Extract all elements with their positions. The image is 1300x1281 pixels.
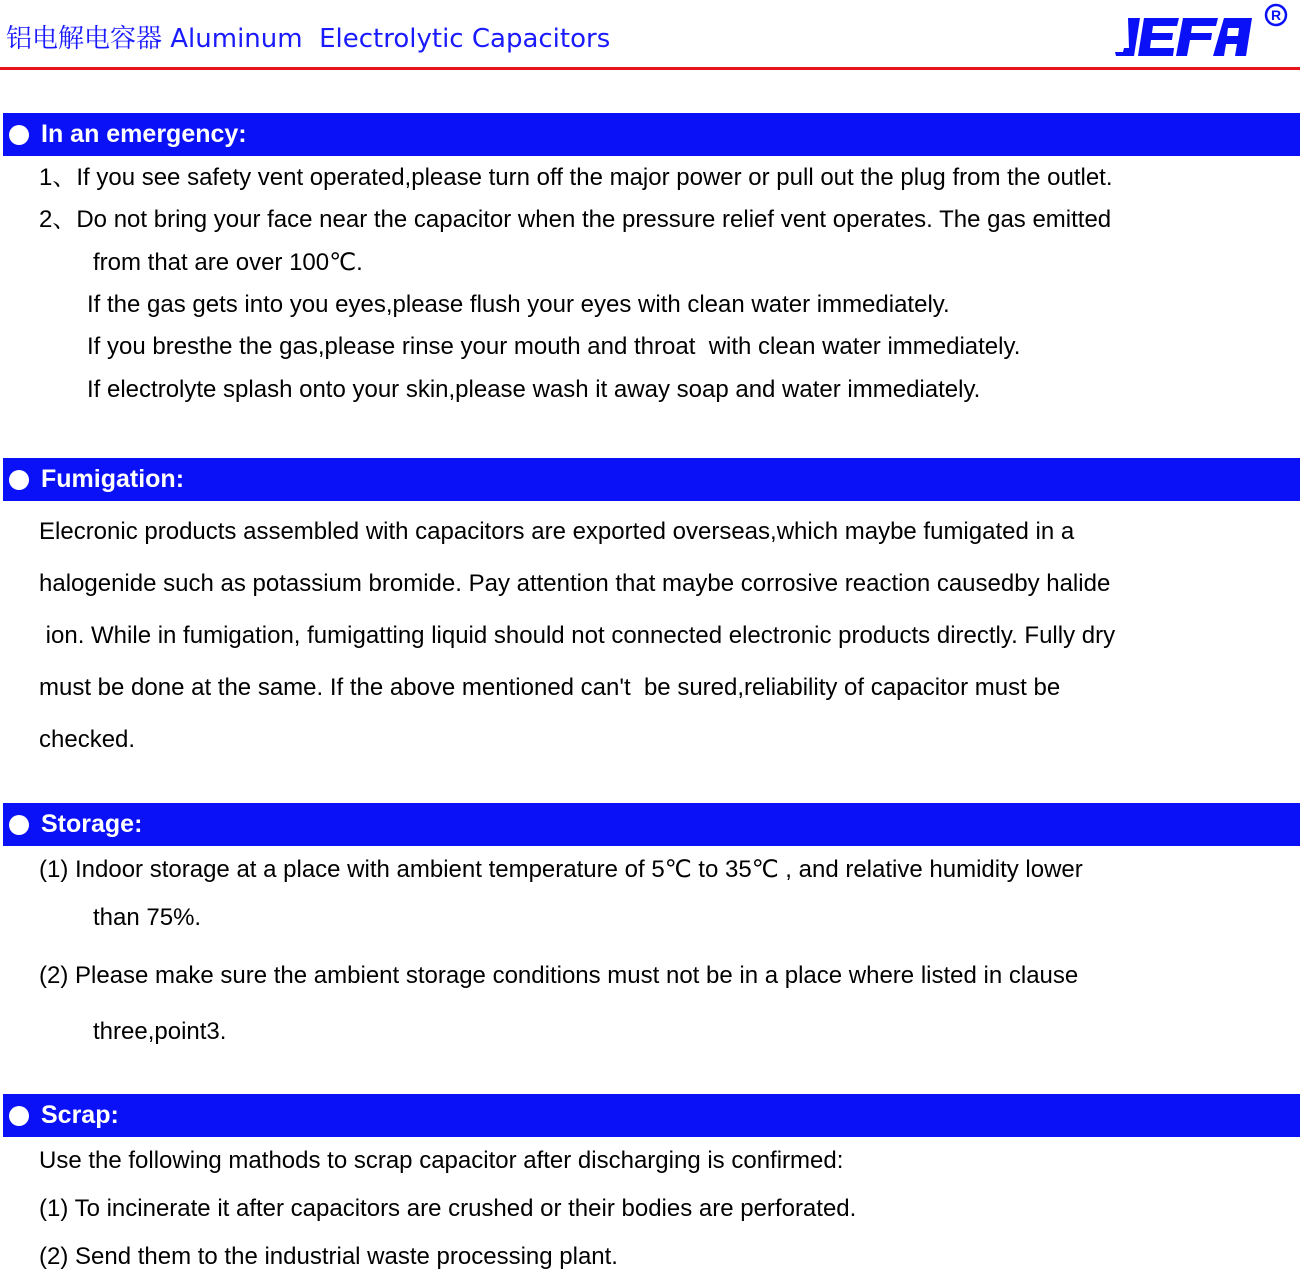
logo-mark xyxy=(1115,18,1252,56)
svg-text:R: R xyxy=(1270,7,1282,23)
header-divider xyxy=(0,67,1300,70)
fumigation-line-5: checked. xyxy=(39,726,136,753)
fumigation-line-2: halogenide such as potassium bromide. Pay attention that maybe corrosive reaction causedby halide xyxy=(39,570,1111,597)
page-title: 铝电解电容器 Aluminum Electrolytic Capacitors xyxy=(6,24,611,54)
scrap-line-1: Use the following mathods to scrap capacitor after discharging is confirmed: xyxy=(39,1147,844,1174)
section-bar-emergency xyxy=(3,113,1300,156)
section-title-emergency: In an emergency: xyxy=(41,120,247,148)
storage-line-3: (2) Please make sure the ambient storage conditions must not be in a place where listed in clause xyxy=(39,962,1079,989)
fumigation-line-1: Elecronic products assembled with capacitors are exported overseas,which maybe fumigated in a xyxy=(39,518,1075,545)
registered-mark-icon xyxy=(1266,5,1286,25)
scrap-line-3: (2) Send them to the industrial waste processing plant. xyxy=(39,1243,618,1270)
section-bar-storage xyxy=(3,803,1300,846)
section-title-fumigation: Fumigation: xyxy=(41,465,185,493)
bullet-icon xyxy=(9,815,29,835)
fumigation-line-4: must be done at the same. If the above mentioned can't be sured,reliability of capacitor must be xyxy=(39,674,1061,701)
emergency-line-6: If electrolyte splash onto your skin,please wash it away soap and water immediately. xyxy=(87,376,981,403)
section-title-scrap: Scrap: xyxy=(41,1101,119,1129)
storage-line-1: (1) Indoor storage at a place with ambient temperature of 5℃ to 35℃ , and relative humidity lower xyxy=(39,856,1083,883)
emergency-line-1: 1、If you see safety vent operated,please turn off the major power or pull out the plug from the outlet. xyxy=(39,164,1113,191)
emergency-line-5: If you bresthe the gas,please rinse your mouth and throat with clean water immediately. xyxy=(87,333,1021,360)
emergency-line-2: 2、Do not bring your face near the capacitor when the pressure relief vent operates. The gas emitted xyxy=(39,206,1112,233)
emergency-line-3: from that are over 100℃. xyxy=(93,249,363,276)
bullet-icon xyxy=(9,470,29,490)
bullet-icon xyxy=(9,125,29,145)
fumigation-line-3: ion. While in fumigation, fumigatting liquid should not connected electronic products directly. Fully dry xyxy=(39,622,1116,649)
scrap-line-2: (1) To incinerate it after capacitors are crushed or their bodies are perforated. xyxy=(39,1195,857,1222)
emergency-line-4: If the gas gets into you eyes,please flush your eyes with clean water immediately. xyxy=(87,291,950,318)
section-title-storage: Storage: xyxy=(41,810,143,838)
section-bar-fumigation xyxy=(3,458,1300,501)
jefa-logo xyxy=(1113,2,1298,64)
section-bar-scrap xyxy=(3,1094,1300,1137)
storage-line-2: than 75%. xyxy=(93,904,202,931)
bullet-icon xyxy=(9,1106,29,1126)
storage-line-4: three,point3. xyxy=(93,1018,227,1045)
